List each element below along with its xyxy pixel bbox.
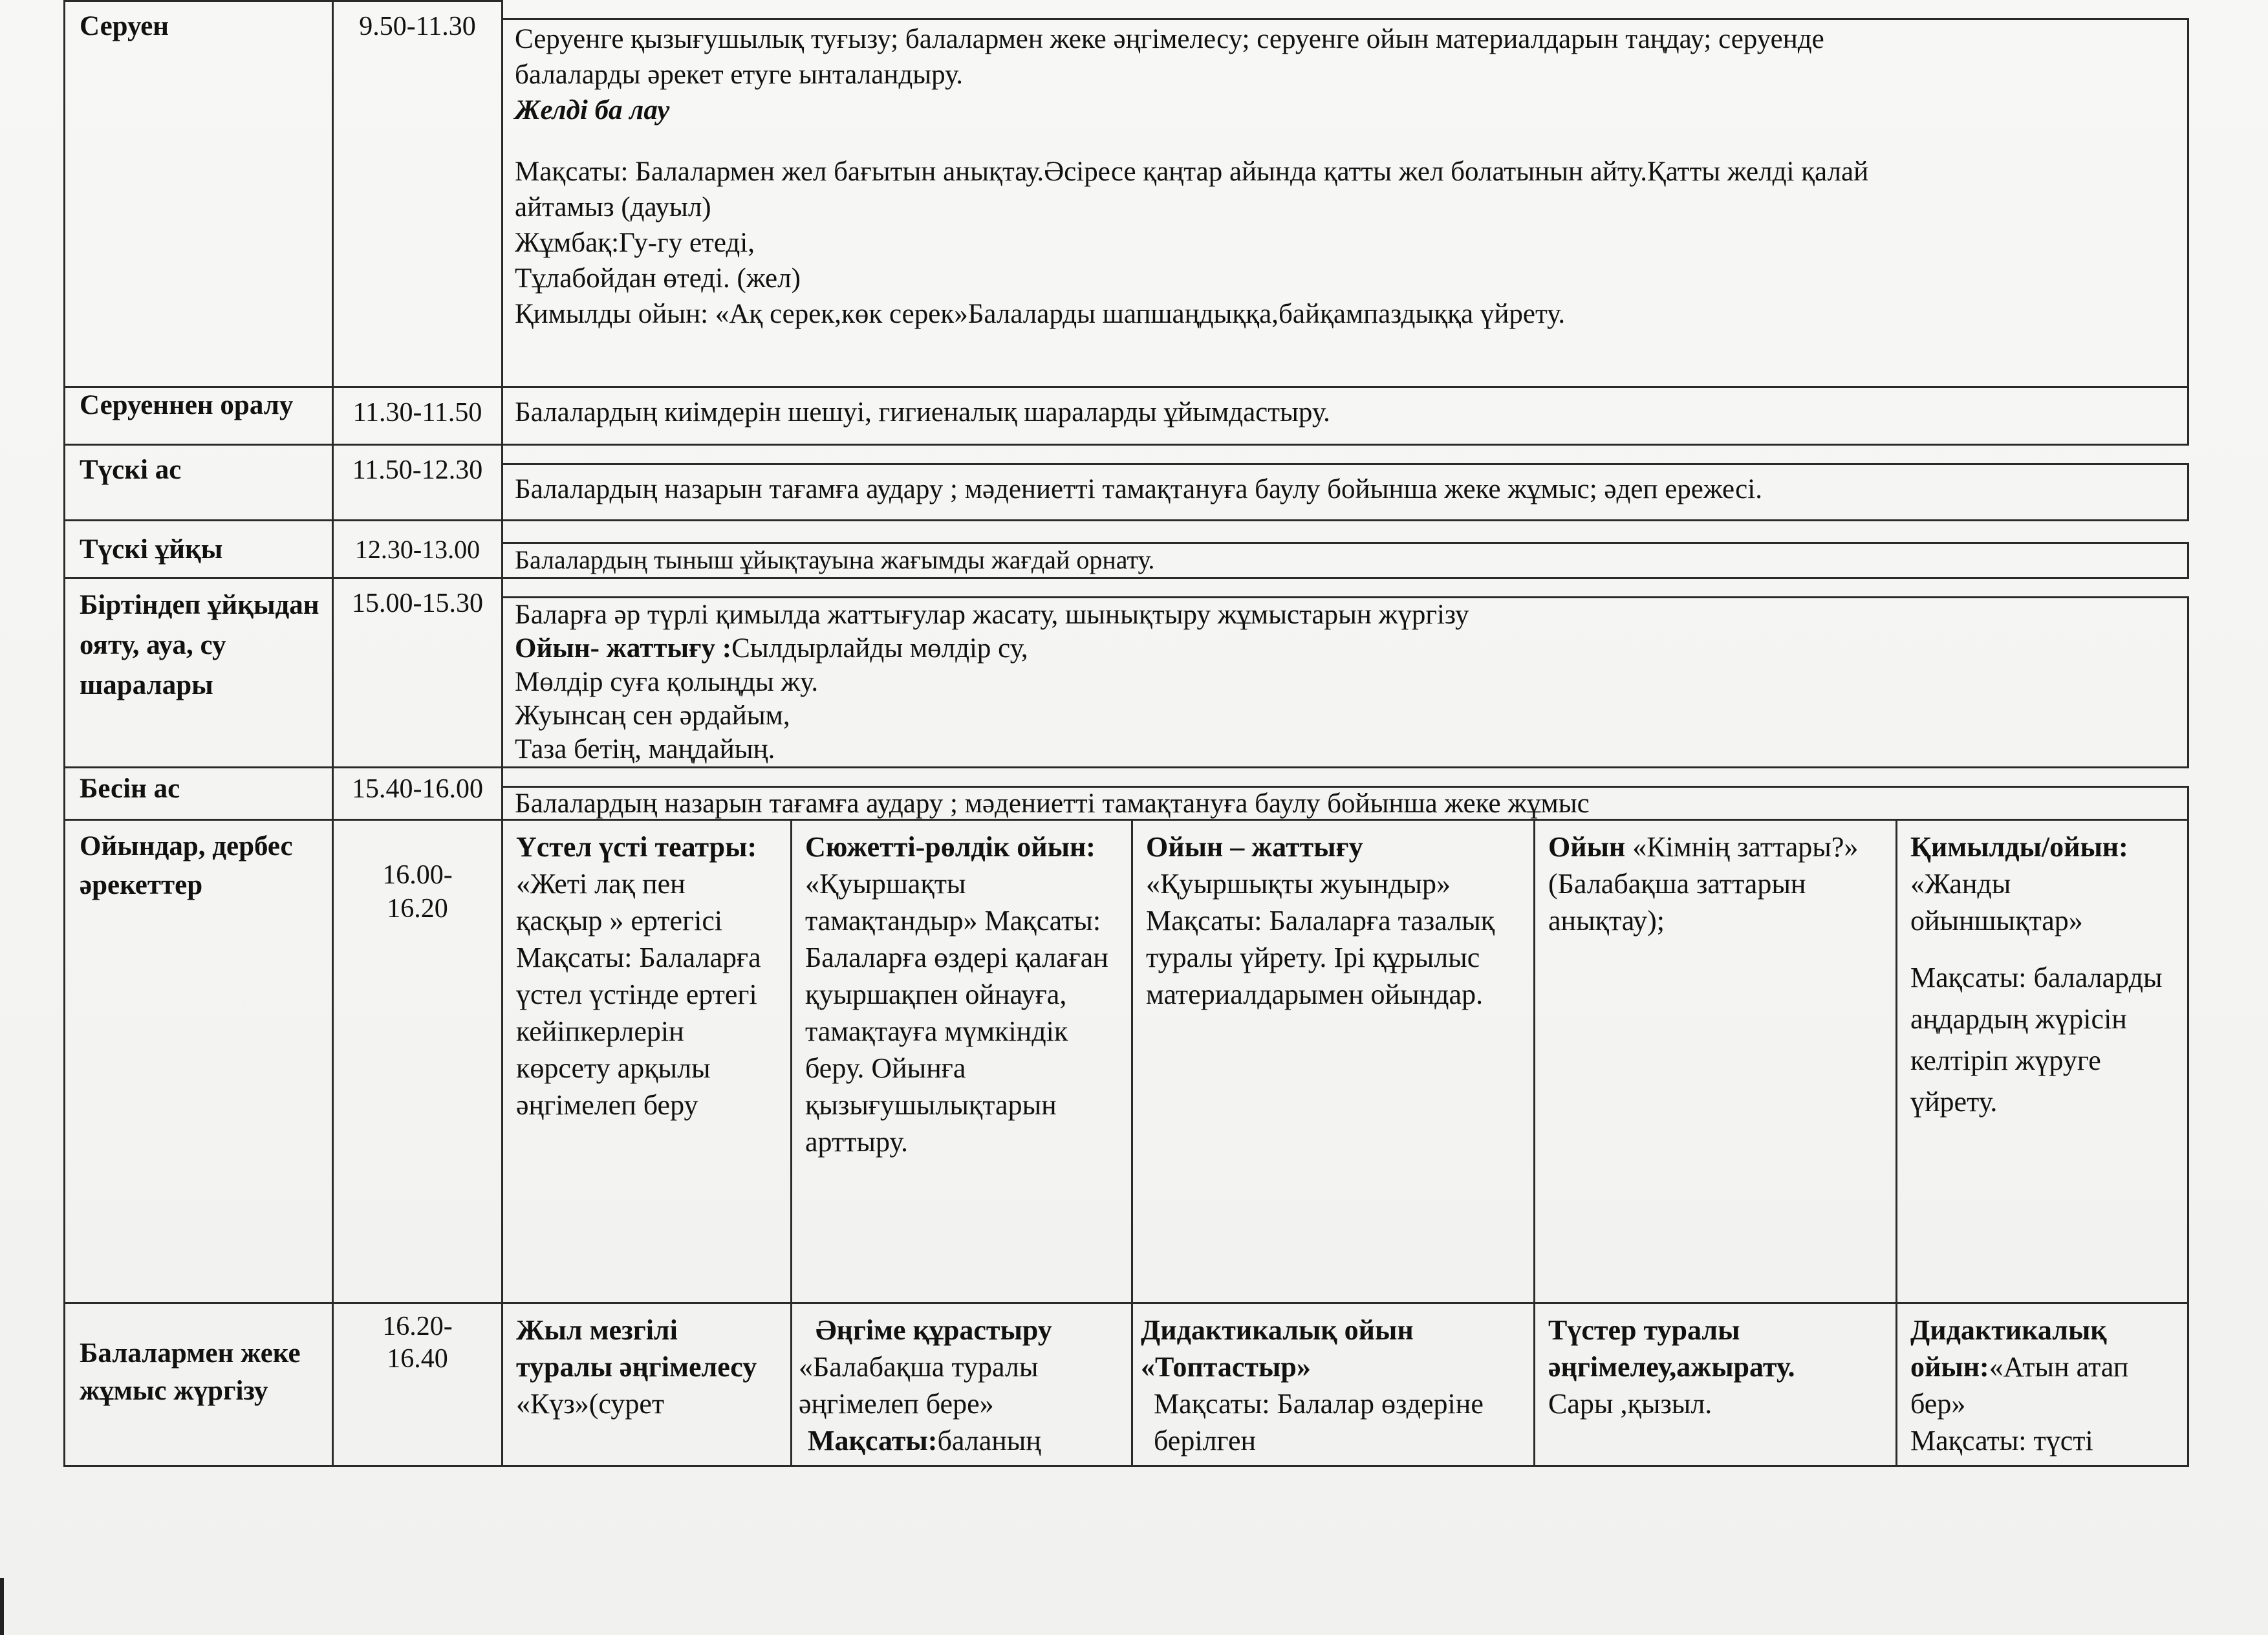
cell-body-text: баланың [937,1425,1041,1456]
row-time-wakeup: 15.00-15.30 [332,577,503,768]
cell-title: Сюжетті-рөлдік ойын: [805,831,1096,863]
row-time-return: 11.30-11.50 [332,386,503,446]
individual-cell-seasons [501,1302,792,1467]
row-content-seruen [501,18,2189,388]
cell-body [799,1422,1118,1459]
cell-body: Мақсаты: түсті [1910,1425,2093,1456]
content-bold-label: Ойын- жаттығу : [515,633,732,664]
row-content-nap [501,542,2189,579]
row-label-seruen: Серуен [63,0,334,388]
content-line: Балалардың назарын тағамға аудару ; мәдениетті тамақтануға баулу бойынша жеке жұмыс; әдеп ережесі. [515,474,1762,504]
cell-body: «Күз»(сурет [516,1388,665,1420]
games-cell-movement [1895,819,2189,1304]
row-label-return: Серуеннен оралу [63,386,334,446]
cell-body-bold: Мақсаты: [808,1425,938,1456]
content-line-title: Желді ба лау [515,95,670,125]
cell-body: Мақсаты: Балалар өздеріне берілген [1154,1388,1484,1456]
cell-title: Жыл мезгілі туралы әңгімелесу [516,1314,757,1383]
individual-cell-name-game [1895,1302,2189,1467]
cell-title: Ойын – жаттығу [1146,831,1363,863]
cell-title [1910,1312,2174,1422]
row-time-individual: 16.20-16.40 [332,1302,503,1467]
row-label-wakeup: Біртіндеп ұйқыдан ояту, ауа, су шаралары [63,577,334,768]
cell-title-text: «Атын атап бер» [1910,1351,2129,1420]
content-line: Мөлдір суға қолыңды жу. [515,667,819,697]
row-content-snack [501,786,2189,821]
content-line [515,632,2176,666]
cell-title-bold: Дидактикалық ойын: [1910,1314,2107,1383]
row-time-games: 16.00-16.20 [332,819,503,1304]
row-content-return [501,386,2189,446]
content-line: балаларды әрекет етуге ынталандыру. [515,60,963,90]
cell-title-text: «Кімнің заттары?» (Балабақша заттарын анықтау); [1548,831,1859,937]
content-line: Жуынсаң сен әрдайым, [515,700,790,731]
games-cell-whose-things [1533,819,1897,1304]
content-line: Серуенге қызығушылық туғызу; балалармен жеке әңгімелесу; серуенге ойын материалдарын таңдау; серуенде [515,24,1824,54]
games-cell-role-play [790,819,1133,1304]
cell-body: «Жеті лақ пен қасқыр » ертегісі Мақсаты: Балаларға үстел үстінде ертегі кейіпкерлерін көрсету арқылы әңгімелеп беру [516,868,761,1121]
cell-title: Үстел үсті театры: [516,831,757,863]
cell-title-bold: Ойын [1548,831,1626,863]
cell-body: «Жанды ойыншықтар» [1910,868,2083,937]
content-text: Сылдырлайды мөлдір су, [731,633,1028,664]
cell-body: «Балабақша туралы әңгімелеп бере» [799,1351,1039,1420]
row-content-lunch [501,463,2189,521]
row-time-nap: 12.30-13.00 [332,519,503,579]
cell-title: Дидактикалық ойын «Топтастыр» [1141,1314,1414,1383]
content-line: Таза бетің, маңдайың. [515,734,775,764]
content-line: Қимылды ойын: «Ақ серек,көк серек»Балаларды шапшаңдыққа,байқампаздыққа үйрету. [515,299,1566,329]
content-line: Баларға әр түрлі қимылда жаттығулар жасату, шынықтыру жұмыстарын жүргізу [515,600,1469,630]
content-line: Тұлабойдан өтеді. (жел) [515,263,801,294]
content-line: Мақсаты: Балалармен жел бағытын анықтау.Әсіресе қаңтар айында қатты жел болатынын айту.Қатты желді қалай [515,157,1869,187]
row-time-snack: 15.40-16.00 [332,766,503,821]
individual-cell-story [790,1302,1133,1467]
individual-cell-colors [1533,1302,1897,1467]
row-content-wakeup [501,596,2189,768]
content-line: Балалардың назарын тағамға аудару ; мәдениетті тамақтануға баулу бойынша жеке жұмыс [515,788,1590,819]
row-time-seruen: 9.50-11.30 [332,0,503,388]
row-label-individual: Балалармен жеке жұмыс жүргізу [63,1302,334,1467]
cell-body: Сары ,қызыл. [1548,1388,1712,1420]
content-line: Балалардың киімдерін шешуі, гигиеналық шараларды ұйымдастыру. [515,397,1330,428]
games-cell-table-theatre [501,819,792,1304]
cell-title [1548,828,1883,939]
cell-body: «Қуыршақты тамақтандыр» Мақсаты: Балаларға өздері қалаған қуыршақпен ойнауға, тамақтауға мүмкіндік беру. Ойынға қызығушылықтарын арттыру. [805,868,1108,1158]
cell-title: Қимылды/ойын: [1910,831,2128,863]
row-label-nap: Түскі ұйқы [63,519,334,579]
content-line: Балалардың тыныш ұйықтауына жағымды жағдай орнату. [515,545,1155,574]
row-time-lunch: 11.50-12.30 [332,444,503,521]
individual-cell-didactic-group [1131,1302,1535,1467]
row-label-snack: Бесін ас [63,766,334,821]
content-line: Жұмбақ:Гу-гу етеді, [515,228,755,258]
cell-title: Түстер туралы әңгімелеу,ажырату. [1548,1314,1795,1383]
page-edge-mark [0,1578,4,1635]
cell-body: «Қуыршықты жуындыр» Мақсаты: Балаларға тазалық туралы үйрету. Ірі құрылыс материалдарымен ойындар. [1146,868,1495,1010]
games-cell-exercise [1131,819,1535,1304]
cell-title: Әңгіме құрастыру [815,1314,1052,1346]
row-label-lunch: Түскі ас [63,444,334,521]
content-line: айтамыз (дауыл) [515,192,711,222]
cell-body: Мақсаты: балаларды аңдардың жүрісін келтіріп жүруге үйрету. [1910,962,2163,1118]
row-label-games: Ойындар, дербес әрекеттер [63,819,334,1304]
